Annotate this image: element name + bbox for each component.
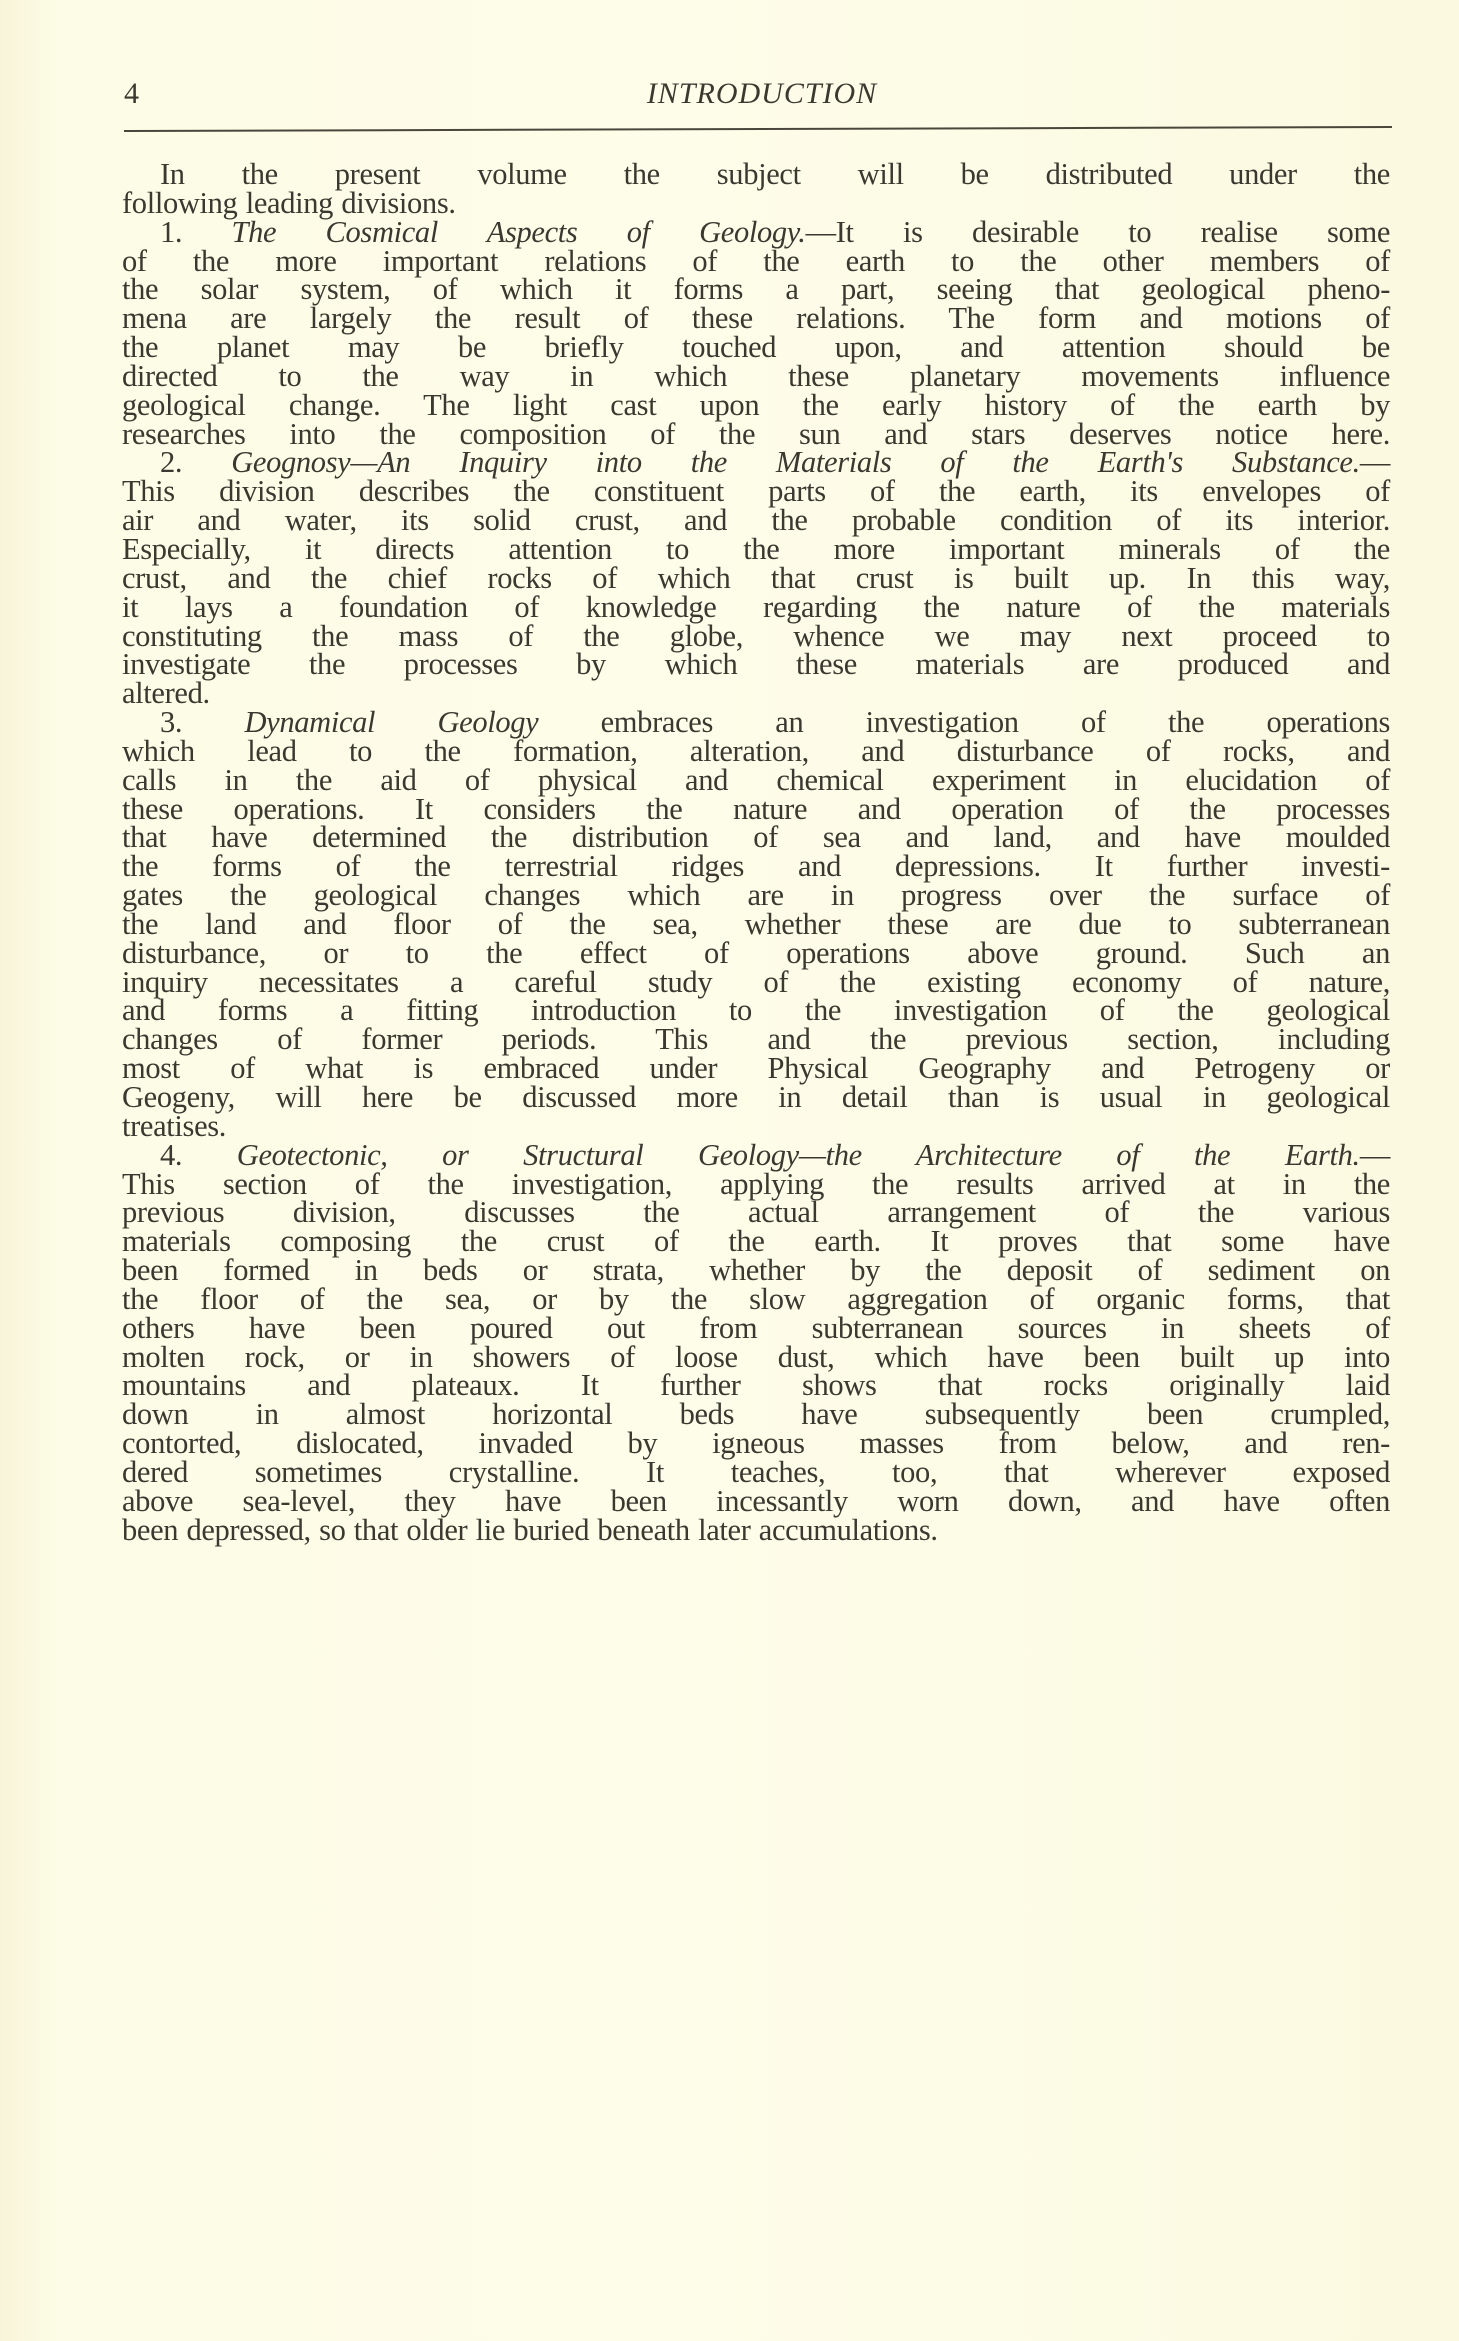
text-line: been depressed, so that older lie buried beneath later accumulations. (122, 1512, 938, 1547)
text-line: treatises. (122, 1108, 227, 1143)
text-line: materials composing the crust of the earth. It proves that some have (122, 1224, 1390, 1259)
text-line: This section of the investigation, applying the results arrived at in the (122, 1166, 1390, 1201)
text-line: In the present volume the subject will be distributed under the (160, 157, 1390, 191)
text-line: altered. (122, 676, 210, 711)
text-line: dered sometimes crystalline. It teaches, too, that wherever exposed (122, 1454, 1390, 1489)
section-2 (122, 445, 1390, 711)
header-rule (124, 126, 1392, 132)
text-line: it lays a foundation of knowledge regarding the nature of the materials (122, 589, 1390, 624)
text-line: the solar system, of which it forms a part, seeing that geological pheno- (122, 272, 1390, 307)
em-dash: — (1359, 1137, 1390, 1172)
text-line: and forms a fitting introduction to the investigation of the geological (122, 993, 1390, 1028)
text-line: molten rock, or in showers of loose dust, which have been built up into (122, 1339, 1390, 1374)
heading-line-rest: It is desirable to realise some (835, 214, 1391, 249)
text-line: investigate the processes by which these materials are produced and (122, 647, 1390, 682)
heading-line-rest: embraces an investigation of the operations (600, 705, 1390, 740)
text-line: contorted, dislocated, invaded by igneous masses from below, and ren- (122, 1426, 1390, 1461)
text-line: calls in the aid of physical and chemical experiment in elucidation of (122, 762, 1390, 797)
text-line: the land and floor of the sea, whether these are due to subterranean (122, 906, 1390, 941)
text-line: the floor of the sea, or by the slow aggregation of organic forms, that (122, 1281, 1390, 1316)
text-line: of the more important relations of the earth to the other members of (122, 243, 1390, 278)
intro-paragraph (122, 157, 1390, 220)
text-line: inquiry necessitates a careful study of the existing economy of nature, (122, 964, 1390, 999)
text-line: Geogeny, will here be discussed more in detail than is usual in geological (122, 1080, 1390, 1114)
text-line: that have determined the distribution of sea and land, and have moulded (122, 820, 1390, 855)
section-number: 2. (160, 445, 183, 480)
running-title: INTRODUCTION (646, 77, 878, 110)
text-line: researches into the composition of the sun and stars deserves notice here. (122, 416, 1390, 451)
text-line: disturbance, or to the effect of operations above ground. Such an (122, 935, 1390, 970)
text-line: previous division, discusses the actual arrangement of the various (122, 1195, 1390, 1230)
section-number: 3. (160, 705, 183, 740)
section-title: The Cosmical Aspects of Geology. (231, 214, 806, 249)
em-dash: — (805, 214, 836, 249)
text-line: others have been poured out from subterranean sources in sheets of (122, 1310, 1390, 1345)
section-heading-line (122, 445, 1390, 480)
section-3 (122, 705, 1390, 1143)
section-1 (122, 214, 1391, 451)
text-line: Especially, it directs attention to the more important minerals of the (122, 531, 1390, 566)
section-heading-line (122, 1137, 1390, 1172)
text-line: crust, and the chief rocks of which that crust is built up. In this way, (122, 560, 1390, 595)
text-line: the forms of the terrestrial ridges and depressions. It further investi- (122, 849, 1390, 884)
section-heading-line (122, 705, 1390, 740)
text-line: This division describes the constituent parts of the earth, its envelopes of (122, 474, 1390, 509)
text-line: mena are largely the result of these relations. The form and motions of (122, 301, 1390, 336)
section-title: Dynamical Geology (244, 705, 539, 740)
body-text (122, 157, 1391, 1547)
text-line: air and water, its solid crust, and the probable condition of its interior. (122, 503, 1390, 538)
section-heading-line (122, 214, 1391, 249)
text-line: constituting the mass of the globe, whence we may next proceed to (122, 618, 1390, 653)
text-line: following leading divisions. (122, 185, 456, 220)
text-line: these operations. It considers the nature and operation of the processes (122, 791, 1390, 826)
text-line: the planet may be briefly touched upon, and attention should be (122, 330, 1390, 365)
text-line: directed to the way in which these planetary movements influence (122, 358, 1390, 393)
text-line: geological change. The light cast upon the early history of the earth by (122, 387, 1390, 422)
text-line: above sea-level, they have been incessantly worn down, and have often (122, 1483, 1390, 1518)
section-number: 4. (160, 1137, 183, 1172)
text-line: down in almost horizontal beds have subsequently been crumpled, (122, 1397, 1390, 1432)
text-line: been formed in beds or strata, whether by the deposit of sediment on (122, 1253, 1390, 1288)
section-title: Geotectonic, or Structural Geology—the Architecture of the Earth. (236, 1137, 1360, 1172)
text-line: gates the geological changes which are in progress over the surface of (122, 878, 1390, 913)
section-title: Geognosy—An Inquiry into the Materials of the Earth's Substance. (231, 445, 1360, 480)
text-line: most of what is embraced under Physical Geography and Petrogeny or (122, 1051, 1390, 1086)
section-4 (122, 1137, 1390, 1547)
text-line: changes of former periods. This and the previous section, including (122, 1022, 1390, 1057)
text-line: which lead to the formation, alteration, and disturbance of rocks, and (122, 733, 1390, 768)
text-line: mountains and plateaux. It further shows that rocks originally laid (122, 1368, 1390, 1403)
em-dash: — (1359, 445, 1390, 480)
page-number: 4 (124, 77, 140, 110)
running-head (122, 72, 1392, 116)
section-number: 1. (160, 214, 183, 249)
